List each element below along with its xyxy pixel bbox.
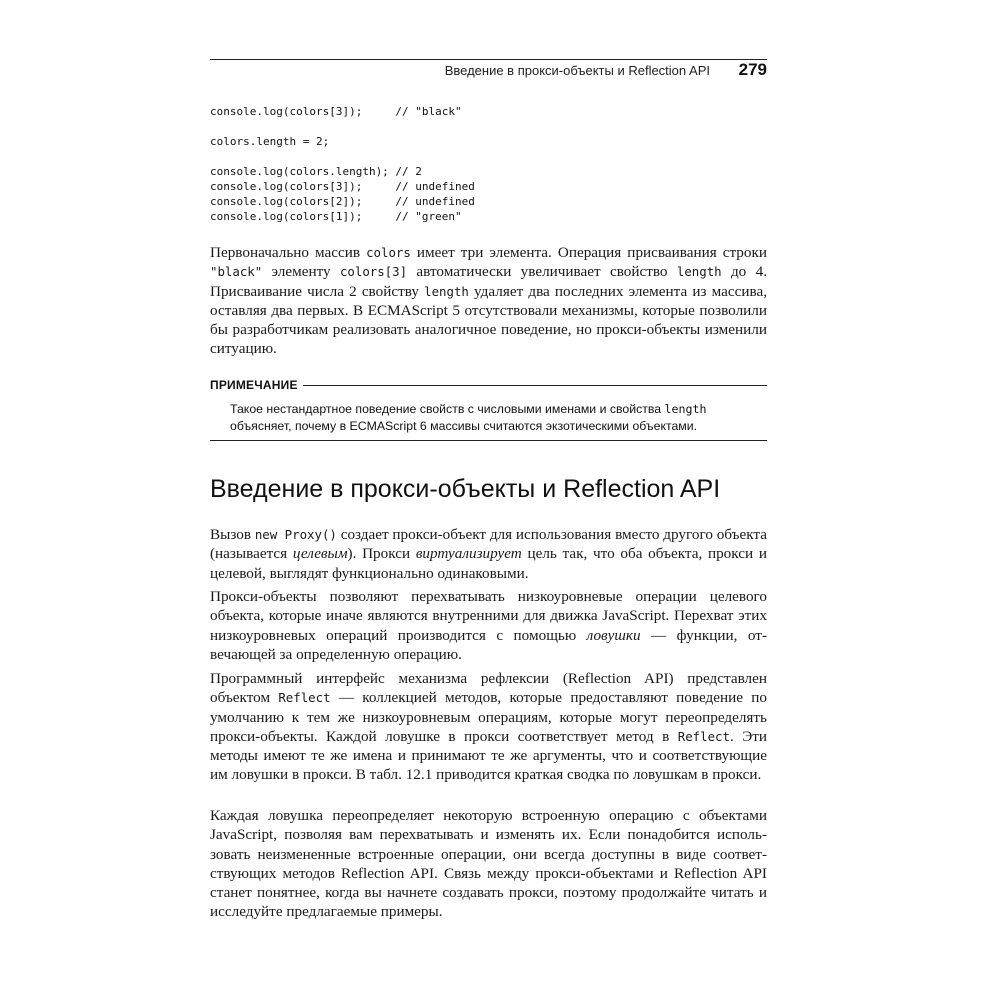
paragraph: Первоначально массив colors имеет три элемента. Операция присваивания строки "black" элементу colors[3] автоматически увеличивает свойство length до 4. Присваивание числа 2 свойству length удаляет два последних элемента из массива, оставляя два первых. В ECMAScript 5 отсутствовали механизмы, которые позволили бы разработчикам реализовать аналогичное поведение, но прокси-объекты изменили ситуацию. bbox=[210, 244, 767, 358]
section-title: Введение в прокси-объекты и Reflection API bbox=[210, 475, 721, 503]
paragraph: Вызов new Proxy() создает прокси-объект для использования вместо другого объекта (называется целевым). Прокси виртуализирует цель так, что оба объекта, прокси и целевой, выглядят функционально одинаковыми. bbox=[210, 526, 767, 582]
note-body: Такое нестандартное поведение свойств с числовыми именами и свойства length объясняет, почему в ECMAScript 6 массивы считаются экзотическими объектами. bbox=[230, 402, 707, 433]
code-line: console.log(colors[2]); // undefined bbox=[210, 195, 475, 208]
code-line: console.log(colors[1]); // "green" bbox=[210, 210, 462, 223]
code-line: console.log(colors[3]); // "black" bbox=[210, 105, 462, 118]
paragraph: Каждая ловушка переопределяет некоторую встроенную операцию с объектами JavaScript, позволяя вам перехватывать и изменять их. Если понадобится использовать неизмененные встроенные операции, они всегда доступны в виде соответствующих методов Reflection API. Связь между прокси-объектами и Reflection API станет понятнее, когда вы начнете создавать прокси, поэтому продолжайте читать и исследуйте предлагаемые примеры. bbox=[210, 807, 767, 921]
paragraph: Прокси-объекты позволяют перехватывать низкоуровневые операции целевого объекта, которые иначе являются внутренними для движка JavaScript. Перехват этих низкоуровневых операций производится с помощью ловушки — функции, отвечающей за определенную операцию. bbox=[210, 588, 767, 663]
note-label: ПРИМЕЧАНИЕ bbox=[210, 378, 298, 392]
header-rule bbox=[210, 59, 767, 60]
code-line: colors.length = 2; bbox=[210, 135, 330, 148]
code-listing bbox=[210, 104, 475, 224]
code-blank-line bbox=[210, 119, 475, 134]
code-line: console.log(colors[3]); // undefined bbox=[210, 180, 475, 193]
running-head: Введение в прокси-объекты и Reflection API bbox=[444, 63, 710, 78]
note-rule-line bbox=[303, 385, 767, 386]
paragraph: Программный интерфейс механизма рефлексии (Reflection API) представлен объектом Reflect — коллекцией методов, которые предоставляют поведение по умолчанию к тем же низкоуровневым операциям, которые могут переопределять прокси-объекты. Каждой ловушке в прокси соответствует метод в Reflect. Эти методы имеют те же имена и принимают те же аргументы, что и соответствующие им ловушки в прокси. В табл. 12.1 приводится краткая сводка по ловушкам в прокси. bbox=[210, 670, 767, 784]
code-line: console.log(colors.length); // 2 bbox=[210, 165, 422, 178]
code-blank-line bbox=[210, 149, 475, 164]
note-heading bbox=[210, 376, 767, 394]
note-bottom-rule bbox=[210, 440, 767, 441]
page-number: 279 bbox=[738, 60, 767, 79]
